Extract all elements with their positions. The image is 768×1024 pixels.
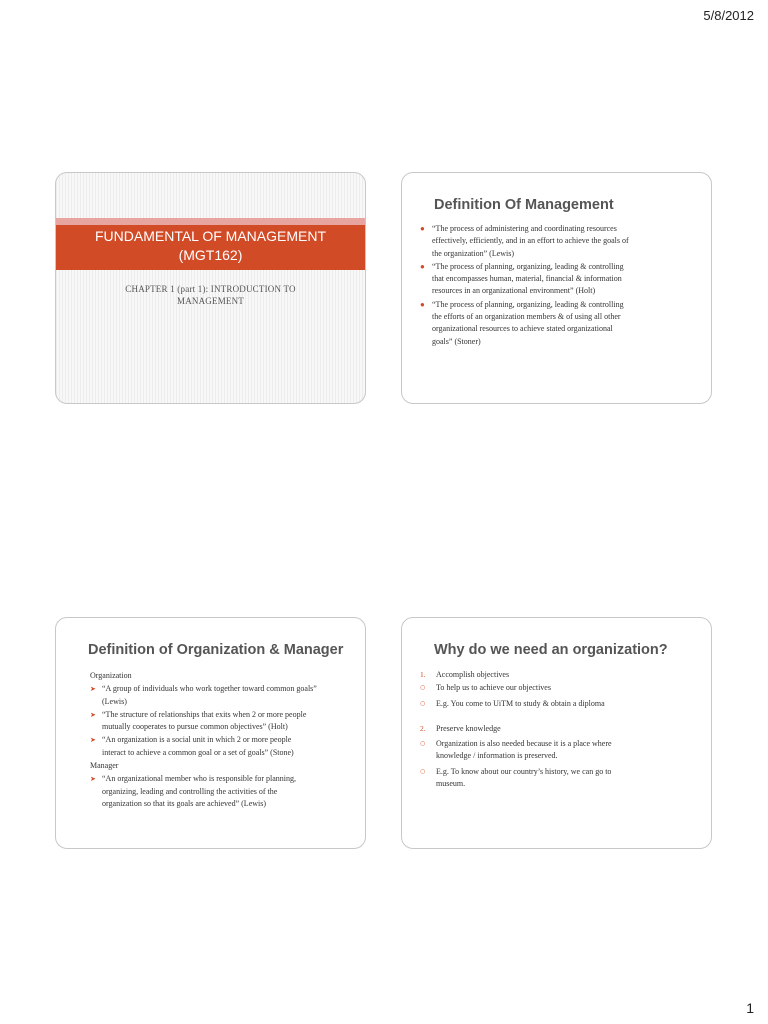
chevron-right-icon: ➤ <box>90 736 96 745</box>
bullet-line: interact to achieve a common goal or a set of goals” (Stone) <box>102 747 294 757</box>
bullet-line: organizing, leading and controlling the activities of the <box>102 786 278 796</box>
bullet-line: resources in an organizational environment” (Holt) <box>432 286 596 296</box>
chevron-right-icon: ➤ <box>90 685 96 694</box>
list-item <box>420 766 699 791</box>
bullet-line: (Lewis) <box>102 696 127 706</box>
bullet-line: E.g. To know about our country’s history, we can go to <box>436 766 612 776</box>
slide-body <box>420 223 699 349</box>
numbered-item-label: Preserve knowledge <box>436 723 501 733</box>
title-banner <box>56 225 365 270</box>
item-number: 1. <box>420 670 426 679</box>
item-number: 2. <box>420 723 426 733</box>
definition-of-organization-slide <box>55 617 366 849</box>
bullet-line: that encompasses human, material, financial & information <box>432 274 622 284</box>
chevron-right-icon: ➤ <box>90 710 96 719</box>
slide-heading: Definition Of Management <box>434 197 614 213</box>
list-item <box>420 223 699 260</box>
hollow-circle-icon: ○ <box>420 684 426 692</box>
chapter-subtitle-line: MANAGEMENT <box>177 296 244 306</box>
bullet-line: “An organizational member who is responsible for planning, <box>102 774 297 784</box>
section-label: Manager <box>90 761 119 771</box>
list-item <box>420 299 699 348</box>
chevron-right-icon: ➤ <box>90 775 96 784</box>
slide-heading: Why do we need an organization? <box>434 642 668 658</box>
bullet-line: “The process of planning, organizing, leading & controlling <box>432 299 624 309</box>
list-item <box>90 734 353 759</box>
slide-body <box>90 669 353 811</box>
bullet-line: the organization” (Lewis) <box>432 248 515 258</box>
bullet-line: To help us to achieve our objectives <box>436 683 551 693</box>
bullet-line: “A group of individuals who work together toward common goals” <box>102 684 317 694</box>
list-item <box>90 709 353 734</box>
numbered-item <box>420 723 699 735</box>
list-item <box>420 261 699 298</box>
chapter-subtitle-line: CHAPTER 1 (part 1): INTRODUCTION TO <box>125 284 296 294</box>
bullet-line: effectively, efficiently, and in an effort to achieve the goals of <box>432 236 629 246</box>
round-bullet-icon: ● <box>420 299 425 309</box>
slide-heading: Definition of Organization & Manager <box>88 642 344 658</box>
round-bullet-icon: ● <box>420 261 425 271</box>
bullet-line: knowledge / information is preserved. <box>436 751 558 761</box>
title-accent-band <box>56 218 365 225</box>
hollow-circle-icon: ○ <box>420 699 426 707</box>
page-date: 5/8/2012 <box>703 8 754 23</box>
numbered-item <box>420 669 699 681</box>
bullet-line: E.g. You come to UiTM to study & obtain a diploma <box>436 698 605 708</box>
hollow-circle-icon: ○ <box>420 740 426 748</box>
bullet-line: Organization is also needed because it is a place where <box>436 739 612 749</box>
round-bullet-icon: ● <box>420 224 425 233</box>
bullet-line: “The process of planning, organizing, leading & controlling <box>432 261 624 271</box>
bullet-line: mutually cooperates to pursue common objectives” (Holt) <box>102 722 288 732</box>
list-item <box>90 773 353 810</box>
page-number: 1 <box>746 1000 754 1016</box>
list-item <box>90 683 353 708</box>
bullet-line: museum. <box>436 779 466 789</box>
bullet-line: “An organization is a social unit in which 2 or more people <box>102 735 292 745</box>
list-item <box>420 682 699 694</box>
slide-body <box>420 669 699 791</box>
section-label: Organization <box>90 671 132 680</box>
bullet-line: organization so that its goals are achieved” (Lewis) <box>102 798 267 808</box>
bullet-line: “The structure of relationships that exits when 2 or more people <box>102 709 307 719</box>
why-organization-slide <box>401 617 712 849</box>
chapter-subtitle <box>56 283 365 307</box>
bullet-line: “The process of administering and coordinating resources <box>432 224 617 233</box>
definition-of-management-slide <box>401 172 712 404</box>
course-title: FUNDAMENTAL OF MANAGEMENT <box>94 228 326 244</box>
numbered-item-label: Accomplish objectives <box>436 670 510 679</box>
course-code: (MGT162) <box>178 247 243 263</box>
bullet-line: organizational resources to achieve stated organizational <box>432 324 613 334</box>
title-slide <box>55 172 366 404</box>
bullet-line: goals” (Stoner) <box>432 336 481 346</box>
list-item <box>420 698 699 710</box>
bullet-line: the efforts of an organization members & of using all other <box>432 312 621 322</box>
hollow-circle-icon: ○ <box>420 767 426 775</box>
list-item <box>420 738 699 763</box>
